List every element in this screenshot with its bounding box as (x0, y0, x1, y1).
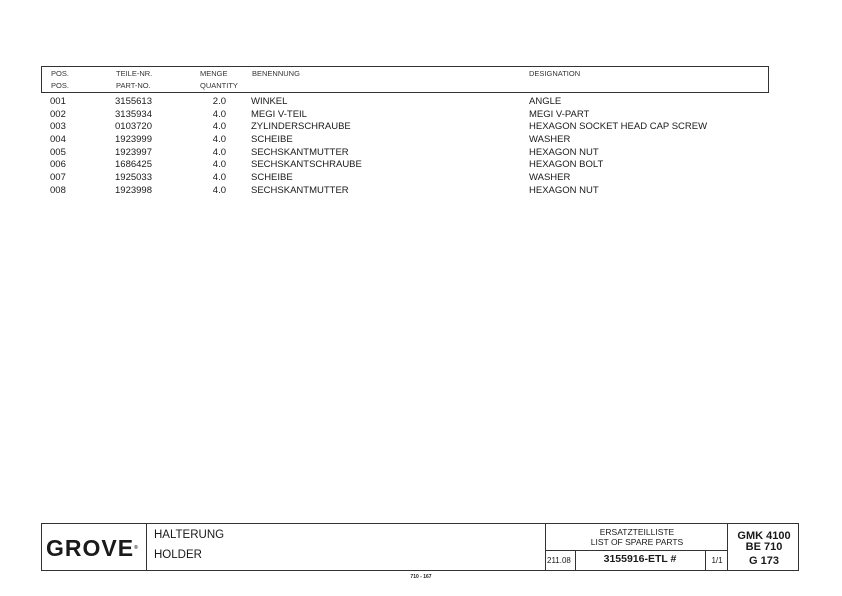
col-name-en: DESIGNATION (529, 69, 581, 78)
row-pos: 007 (50, 172, 66, 184)
row-designation: HEXAGON BOLT (529, 159, 604, 171)
title-english: HOLDER (154, 549, 202, 561)
title-block (41, 523, 799, 571)
row-pos: 003 (50, 121, 66, 133)
table-row (41, 134, 769, 147)
row-benennung: SECHSKANTMUTTER (251, 184, 349, 196)
col-pos-de: POS. (51, 69, 69, 78)
row-quantity: 4.0 (212, 172, 226, 184)
row-designation: WASHER (529, 172, 571, 184)
row-pos: 008 (50, 184, 66, 196)
table-row (41, 159, 769, 172)
col-qty-en: QUANTITY (200, 81, 238, 90)
row-part-number: 0103720 (115, 121, 152, 133)
row-part-number: 1923999 (115, 134, 152, 146)
row-designation: ANGLE (529, 96, 562, 107)
row-pos: 006 (50, 159, 66, 171)
list-title-english: LIST OF SPARE PARTS (590, 537, 684, 547)
row-benennung: SCHEIBE (251, 172, 293, 184)
row-designation: WASHER (529, 134, 571, 146)
col-qty-de: MENGE (200, 69, 228, 78)
row-designation: HEXAGON SOCKET HEAD CAP SCREW (529, 121, 708, 133)
row-part-number: 1686425 (115, 159, 152, 171)
row-quantity: 2.0 (212, 96, 226, 107)
row-designation: HEXAGON NUT (529, 184, 599, 196)
table-row (41, 96, 769, 109)
document-number: 3155916-ETL # (603, 553, 677, 565)
row-pos: 001 (50, 96, 66, 107)
table-row (41, 147, 769, 160)
row-benennung: SECHSKANTMUTTER (251, 146, 349, 158)
row-part-number: 3155613 (115, 96, 152, 107)
column-header (41, 66, 769, 93)
model-sub: BE 710 (745, 541, 783, 553)
row-pos: 004 (50, 134, 66, 146)
grove-logo: GROVE® (46, 535, 139, 561)
row-pos: 005 (50, 146, 66, 158)
date-code: 211.08 (547, 556, 571, 565)
parts-table (41, 96, 769, 198)
row-part-number: 1923997 (115, 146, 152, 158)
row-part-number: 1925033 (115, 172, 152, 184)
row-benennung: WINKEL (251, 96, 288, 107)
table-row (41, 121, 769, 134)
list-title-german: ERSATZTEILLISTE (599, 527, 675, 537)
group-code: G 173 (749, 555, 779, 567)
table-row (41, 109, 769, 122)
row-benennung: SECHSKANTSCHRAUBE (251, 159, 362, 171)
row-part-number: 3135934 (115, 108, 152, 120)
row-quantity: 4.0 (212, 108, 226, 120)
page-reference: 710 - 167 (410, 574, 432, 580)
row-quantity: 4.0 (212, 159, 226, 171)
col-part-en: PART-NO. (116, 81, 151, 90)
row-part-number: 1923998 (115, 184, 152, 196)
row-quantity: 4.0 (212, 184, 226, 196)
col-name-de: BENENNUNG (252, 69, 300, 78)
row-designation: HEXAGON NUT (529, 146, 599, 158)
row-quantity: 4.0 (212, 134, 226, 146)
row-quantity: 4.0 (212, 146, 226, 158)
row-designation: MEGI V-PART (529, 108, 590, 120)
row-quantity: 4.0 (212, 121, 226, 133)
row-benennung: SCHEIBE (251, 134, 293, 146)
table-row (41, 185, 769, 198)
row-pos: 002 (50, 108, 66, 120)
table-row (41, 172, 769, 185)
row-benennung: ZYLINDERSCHRAUBE (251, 121, 351, 133)
title-german: HALTERUNG (154, 529, 225, 541)
col-pos-en: POS. (51, 81, 69, 90)
sheet-number: 1/1 (711, 556, 723, 565)
col-part-de: TEILE-NR. (116, 69, 153, 78)
row-benennung: MEGI V-TEIL (251, 108, 307, 120)
model-name: GMK 4100 (737, 530, 791, 542)
